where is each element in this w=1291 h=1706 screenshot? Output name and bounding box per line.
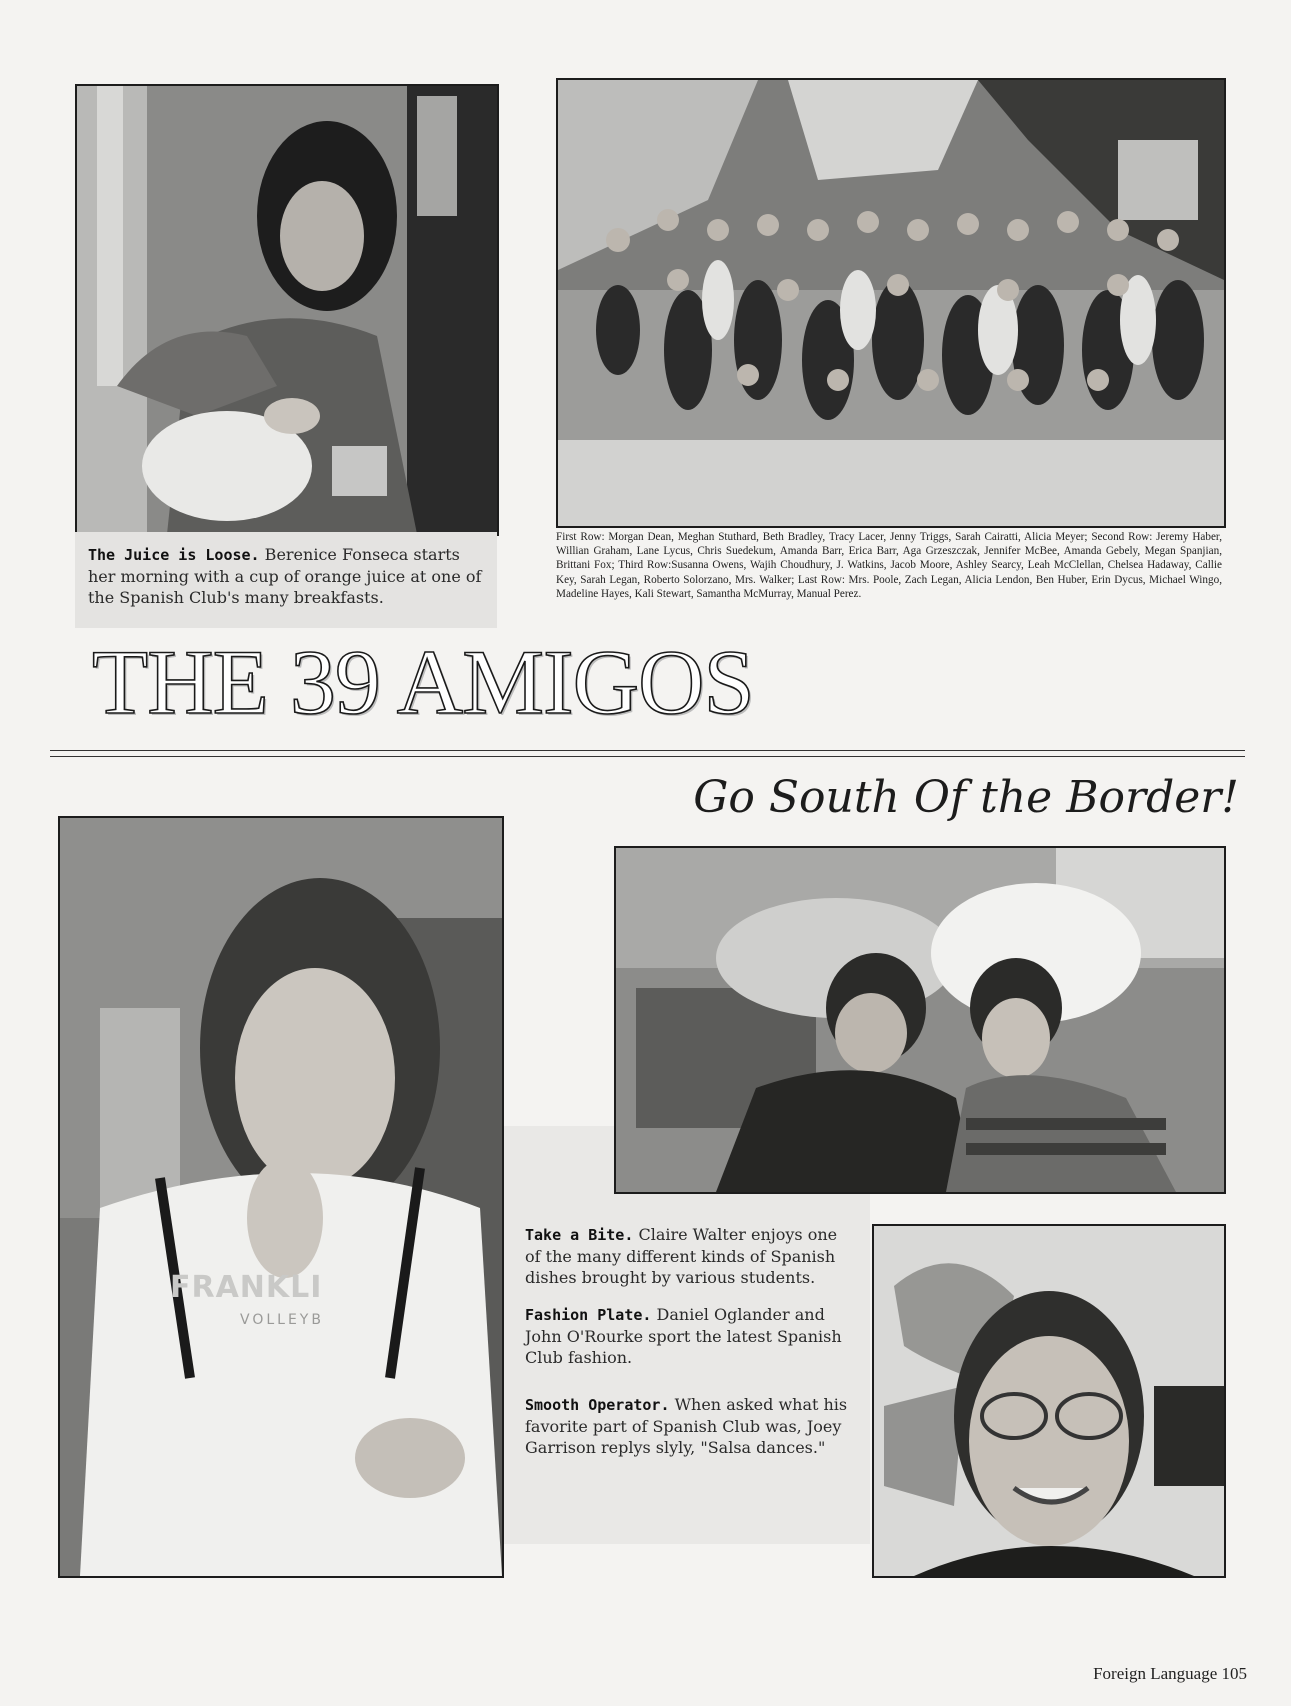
juice-caption-lead: The Juice is Loose. bbox=[88, 546, 260, 564]
smooth-caption bbox=[525, 1394, 855, 1458]
group-photo-names: First Row: Morgan Dean, Meghan Stuthard, Beth Bradley, Tracy Lacer, Jenny Triggs, Sarah Cairatti, Alicia Meyer; Second Row: Jeremy Haber, Willian Graham, Lane Lycus, Chris Suedekum, Amanda Barr, Erica Barr, Aga Grzeszczak, Jennifer McBee, Amanda Gebely, Megan Spanjian, Brittani Fox; Third Row:Susanna Owens, Wajih Choudhury, J. Watkins, Jacob Moore, Ashley Searcy, Leah McClellan, Chelsea Hadaway, Callie Key, Sarah Legan, Roberto Solorzano, Mrs. Walker; Last Row: Mrs. Poole, Zach Legan, Alicia Lendon, Ben Huber, Erin Dycus, Michael Wingo, Madeline Hayes, Kali Stewart, Samantha McMurray, Manual Perez. bbox=[556, 531, 1222, 600]
juice-caption-text: Berenice Fonseca starts her morning with a cup of orange juice at one of the Spanish Club's many breakfasts. bbox=[88, 545, 482, 607]
fashion-caption-text: Daniel Oglander and John O'Rourke sport the latest Spanish Club fashion. bbox=[525, 1305, 842, 1367]
juice-caption bbox=[88, 544, 488, 608]
smooth-caption-lead: Smooth Operator. bbox=[525, 1396, 670, 1414]
page-title: THE 39 AMIGOS bbox=[92, 631, 754, 733]
juice-photo bbox=[75, 84, 499, 536]
fashion-caption-lead: Fashion Plate. bbox=[525, 1306, 652, 1324]
fashion-photo bbox=[614, 846, 1226, 1194]
title-rule-bottom bbox=[50, 756, 1245, 757]
bite-photo bbox=[58, 816, 504, 1578]
title-rule-top bbox=[50, 750, 1245, 751]
bite-caption-lead: Take a Bite. bbox=[525, 1226, 634, 1244]
page-folio: Foreign Language 105 bbox=[1093, 1664, 1247, 1683]
smooth-caption-text: When asked what his favorite part of Spanish Club was, Joey Garrison replys slyly, "Salsa dances." bbox=[525, 1395, 848, 1457]
bite-caption bbox=[525, 1224, 855, 1288]
bite-caption-text: Claire Walter enjoys one of the many different kinds of Spanish dishes brought by various students. bbox=[525, 1225, 838, 1287]
shirt-brand-text: FRANKLI bbox=[170, 1270, 323, 1305]
group-photo bbox=[556, 78, 1226, 528]
shirt-sport-text: VOLLEYB bbox=[240, 1312, 324, 1328]
fashion-caption bbox=[525, 1304, 855, 1368]
page-subtitle: Go South Of the Border! bbox=[693, 772, 1239, 823]
smooth-photo bbox=[872, 1224, 1226, 1578]
